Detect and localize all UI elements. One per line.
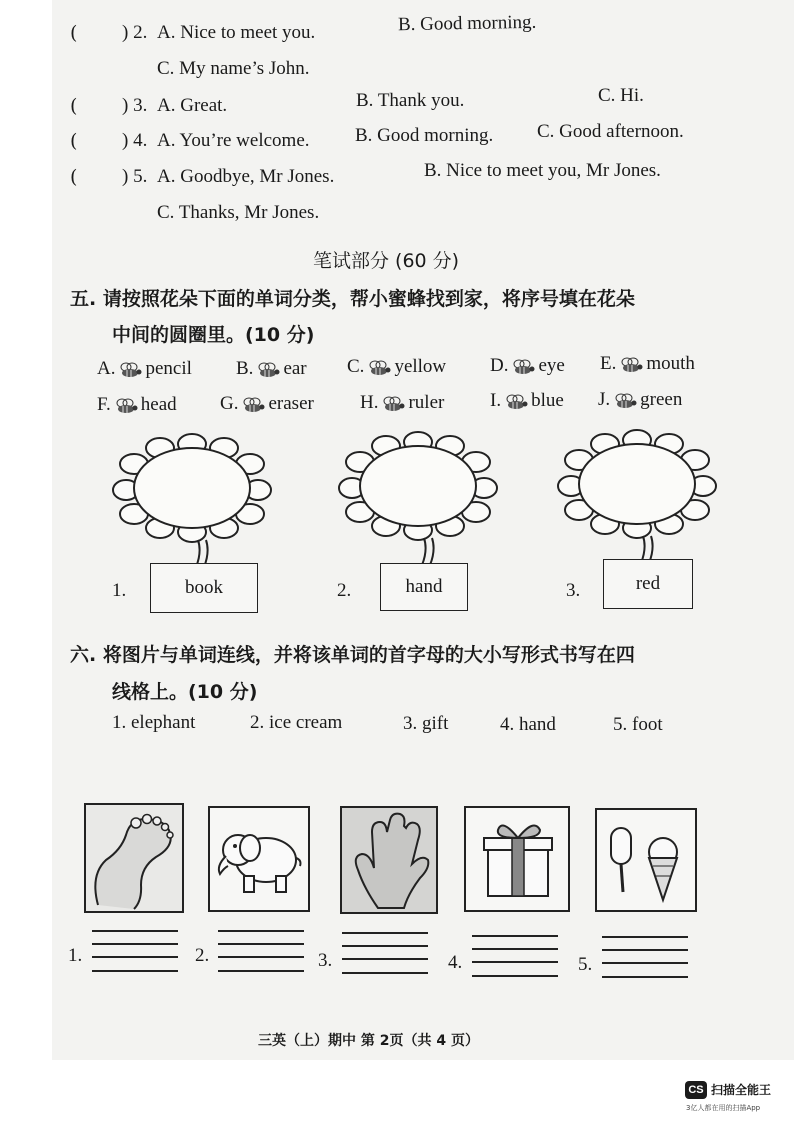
word-item: B. ear [236, 358, 307, 379]
word-item: A. pencil [97, 358, 192, 379]
page-footer: 三英（上）期中 第 2页（共 4 页） [258, 1033, 479, 1049]
answer-paren[interactable]: ( [70, 166, 78, 188]
foot-picture [84, 803, 184, 913]
question-number: ) 3. [122, 95, 148, 116]
four-line-grid[interactable] [342, 932, 428, 976]
option-a: A. Great. [157, 95, 228, 116]
flower-word-box: book [150, 563, 258, 613]
flower-number: 1. [112, 580, 127, 601]
flower-icon [112, 432, 272, 567]
word-item: I. blue [490, 390, 564, 411]
line-number: 4. [448, 952, 463, 973]
elephant-picture [208, 806, 310, 912]
word-item: E. mouth [600, 353, 695, 374]
bee-icon [612, 393, 638, 409]
flower-icon [338, 430, 498, 565]
option-a: A. Nice to meet you. [157, 22, 316, 43]
bee-icon [380, 396, 406, 412]
option-b: B. Thank you. [356, 90, 465, 111]
bee-icon [240, 397, 266, 413]
flower-number: 3. [566, 580, 581, 601]
scanner-logo-icon: CS [685, 1081, 707, 1099]
line-number: 3. [318, 950, 333, 971]
answer-paren[interactable]: ( [70, 130, 78, 152]
bee-icon [113, 398, 139, 414]
section6-instruction-line1: 六. 将图片与单词连线，并将该单词的首字母的大小写形式书写在四 [70, 644, 635, 666]
four-line-grid[interactable] [218, 930, 304, 974]
answer-paren[interactable]: ( [70, 22, 78, 44]
ice-cream-picture [595, 808, 697, 912]
hand-picture [340, 806, 438, 914]
word-item: H. ruler [360, 392, 445, 413]
word-item: J. green [598, 389, 683, 410]
option-b: B. Nice to meet you, Mr Jones. [424, 160, 661, 181]
line-number: 2. [195, 945, 210, 966]
section5-instruction-line1: 五. 请按照花朵下面的单词分类，帮小蜜蜂找到家，将序号填在花朵 [70, 288, 635, 310]
option-c: C. Thanks, Mr Jones. [157, 202, 320, 223]
option-b: B. Good morning. [397, 11, 537, 36]
ice-cream-icon [597, 810, 695, 910]
bee-icon [618, 357, 644, 373]
flower-word-box: hand [380, 563, 468, 611]
foot-icon [86, 805, 182, 911]
bee-icon [366, 360, 392, 376]
gift-picture [464, 806, 570, 912]
flower-word-box: red [603, 559, 693, 609]
answer-paren[interactable]: ( [70, 95, 78, 117]
elephant-icon [210, 808, 308, 910]
flower-number: 2. [337, 580, 352, 601]
section6-instruction-line2: 线格上。(10 分) [112, 681, 258, 703]
bee-icon [117, 362, 143, 378]
bee-icon [503, 394, 529, 410]
word-item: F. head [97, 394, 177, 415]
hand-icon [342, 808, 436, 912]
option-c: C. My name’s John. [157, 58, 310, 79]
four-line-grid[interactable] [472, 935, 558, 979]
word-option: 3. gift [403, 713, 449, 734]
word-option: 5. foot [613, 714, 663, 735]
option-a: A. Goodbye, Mr Jones. [157, 166, 335, 187]
question-number: ) 2. [122, 22, 148, 43]
word-item: C. yellow [347, 356, 447, 377]
question-number: ) 5. [122, 166, 148, 187]
gift-icon [466, 808, 568, 910]
line-number: 5. [578, 954, 593, 975]
option-c: C. Hi. [598, 85, 644, 106]
word-item: G. eraser [220, 393, 314, 414]
option-a: A. You’re welcome. [157, 130, 310, 151]
line-number: 1. [68, 945, 83, 966]
scanner-brand: 扫描全能王 [711, 1083, 772, 1097]
option-c: C. Good afternoon. [537, 121, 684, 142]
bee-icon [255, 362, 281, 378]
option-b: B. Good morning. [355, 125, 494, 146]
word-option: 4. hand [500, 714, 556, 735]
word-option: 1. elephant [112, 712, 196, 733]
four-line-grid[interactable] [92, 930, 178, 974]
four-line-grid[interactable] [602, 936, 688, 980]
section-title: 笔试部分 (60 分) [313, 250, 460, 272]
word-option: 2. ice cream [250, 712, 343, 733]
flower-icon [557, 428, 717, 563]
question-number: ) 4. [122, 130, 148, 151]
section5-instruction-line2: 中间的圆圈里。(10 分) [112, 324, 315, 346]
word-item: D. eye [490, 355, 565, 376]
bee-icon [510, 359, 536, 375]
scanner-tagline: 3亿人都在用的扫描App [686, 1104, 761, 1112]
